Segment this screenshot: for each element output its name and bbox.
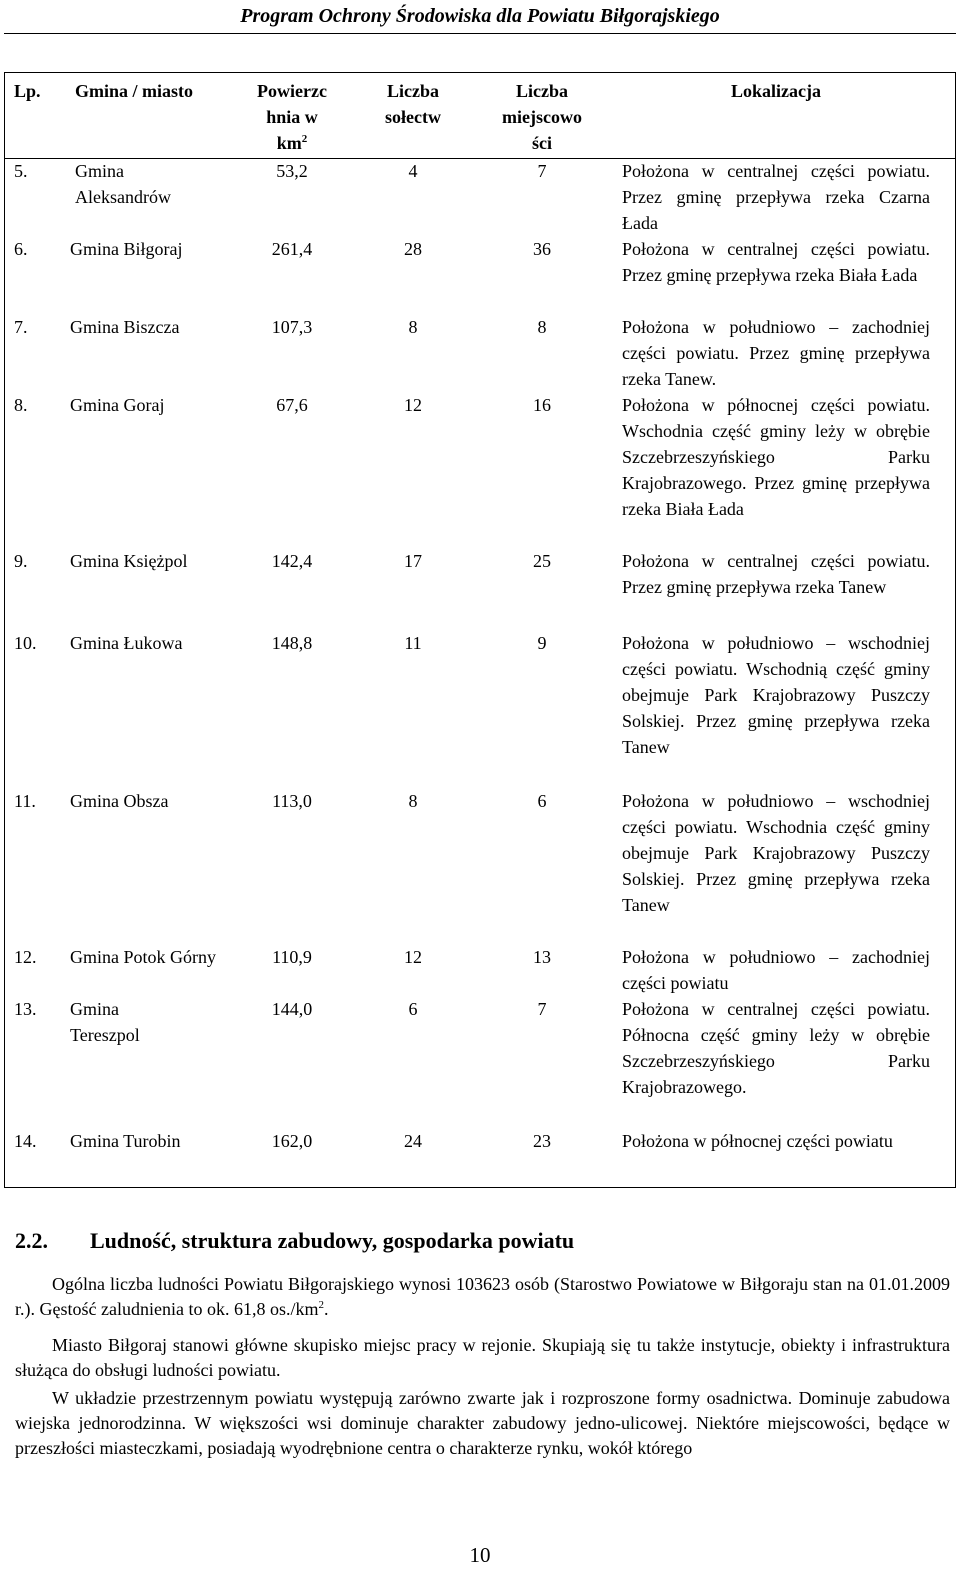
row-lp: 14. <box>14 1131 37 1151</box>
column-header-unit: km <box>276 133 302 153</box>
row-gmina: Gmina Goraj <box>70 395 165 415</box>
column-header-miejscowosci-line3: ści <box>532 133 552 153</box>
row-lokalizacja: Położona w centralnej części powiatu. Przez gminę przepływa rzeka Czarna Łada <box>622 161 930 233</box>
row-lp: 7. <box>14 317 28 337</box>
page-number: 10 <box>469 1543 491 1567</box>
row-solectw: 8 <box>408 791 418 811</box>
column-header-miejscowosci-line1: Liczba <box>516 81 568 101</box>
row-powierzchnia: 148,8 <box>271 633 313 653</box>
row-lokalizacja: Położona w centralnej części powiatu. Przez gminę przepływa rzeka Tanew <box>622 551 930 597</box>
row-lp: 5. <box>14 161 28 181</box>
row-powierzchnia: 110,9 <box>272 947 312 967</box>
section-title: Ludność, struktura zabudowy, gospodarka powiatu <box>90 1228 575 1253</box>
paragraph-population-exponent: 2 <box>318 1299 324 1311</box>
page-header <box>0 0 960 28</box>
column-header-lokalizacja: Lokalizacja <box>731 81 821 101</box>
row-lp: 6. <box>14 239 28 259</box>
row-solectw: 24 <box>404 1131 422 1151</box>
row-solectw: 17 <box>404 551 422 571</box>
row-solectw: 12 <box>404 395 422 415</box>
paragraph-population <box>15 1272 950 1322</box>
column-header-powierzchnia-line1: Powierzc <box>257 81 327 101</box>
row-miejscowosci: 7 <box>537 999 547 1019</box>
row-lokalizacja: Położona w południowo – zachodniej części powiatu <box>622 947 930 993</box>
row-miejscowosci: 23 <box>533 1131 551 1151</box>
column-header-unit-exponent: 2 <box>301 133 308 145</box>
section-heading <box>15 1228 574 1254</box>
row-lokalizacja: Położona w południowo – wschodniej części powiatu. Wschodnią część gminy obejmuje Park Krajobrazowy Puszczy Solskiej. Przez gminę przepływa rzeka Tanew <box>622 633 930 757</box>
row-miejscowosci: 7 <box>537 161 547 181</box>
row-powierzchnia: 113,0 <box>272 791 312 811</box>
row-powierzchnia: 142,4 <box>271 551 313 571</box>
row-solectw: 11 <box>404 633 422 653</box>
row-lokalizacja: Położona w centralnej części powiatu. Północna część gminy leży w obrębie Szczebrzeszyńskiego Parku Krajobrazowego. <box>622 999 930 1097</box>
row-solectw: 12 <box>404 947 422 967</box>
row-powierzchnia: 144,0 <box>271 999 313 1019</box>
row-gmina: Gmina Obsza <box>70 791 169 811</box>
row-gmina: Gmina Aleksandrów <box>75 161 171 207</box>
column-header-miejscowosci <box>492 78 592 156</box>
row-gmina: Gmina Księżpol <box>70 551 188 571</box>
row-miejscowosci: 36 <box>533 239 551 259</box>
column-header-gmina: Gmina / miasto <box>75 81 194 101</box>
column-header-miejscowosci-line2: miejscowo <box>502 107 582 127</box>
row-gmina: Gmina Łukowa <box>70 633 183 653</box>
row-miejscowosci: 9 <box>537 633 547 653</box>
row-lp: 10. <box>14 633 37 653</box>
column-header-powierzchnia-line2: hnia w <box>266 107 318 127</box>
column-header-solectw-line2: sołectw <box>385 107 441 127</box>
column-header-lp: Lp. <box>14 81 41 101</box>
row-lokalizacja: Położona w północnej części powiatu. Wschodnia część gminy leży w obrębie Szczebrzeszyńskiego Parku Krajobrazowego. Przez gminę przepływa rzeka Biała Łada <box>622 395 930 519</box>
section-number: 2.2. <box>15 1228 48 1253</box>
row-miejscowosci: 8 <box>537 317 547 337</box>
row-lp: 8. <box>14 395 28 415</box>
paragraph-bilgoraj: Miasto Biłgoraj stanowi główne skupisko miejsc pracy w rejonie. Skupiają się tu także instytucje, obiekty i infrastruktura służąca do obsługi ludności powiatu. <box>15 1335 950 1380</box>
row-miejscowosci: 13 <box>533 947 551 967</box>
column-header-solectw <box>363 78 463 130</box>
column-header-solectw-line1: Liczba <box>387 81 439 101</box>
row-gmina: Gmina Potok Górny <box>70 947 216 967</box>
row-powierzchnia: 67,6 <box>276 395 308 415</box>
paragraph-population-end: . <box>323 1299 329 1319</box>
header-rule <box>4 33 956 34</box>
row-lp: 12. <box>14 947 37 967</box>
row-miejscowosci: 25 <box>533 551 551 571</box>
row-miejscowosci: 16 <box>533 395 551 415</box>
row-solectw: 6 <box>408 999 418 1019</box>
row-powierzchnia: 261,4 <box>271 239 313 259</box>
row-lokalizacja: Położona w południowo – zachodniej części powiatu. Przez gminę przepływa rzeka Tanew. <box>622 317 930 389</box>
row-lp: 11. <box>14 791 36 811</box>
row-powierzchnia: 53,2 <box>276 161 308 181</box>
row-solectw: 8 <box>408 317 418 337</box>
row-gmina: Gmina Biłgoraj <box>70 239 183 259</box>
paragraph-settlement: W układzie przestrzennym powiatu występują zarówno zwarte jak i rozproszone formy osadnictwa. Dominuje zabudowa wiejska jednorodzinna. W większości wsi dominuje charakter zabudowy jedno-ulicowej. Niektóre miejscowości, będące w przeszłości miasteczkami, posiadają wyodrębnione centra o charakterze rynku, wokół którego <box>15 1388 950 1458</box>
row-gmina: Gmina Tereszpol <box>70 999 140 1045</box>
row-powierzchnia: 162,0 <box>271 1131 313 1151</box>
row-solectw: 4 <box>408 161 418 181</box>
row-gmina: Gmina Biszcza <box>70 317 180 337</box>
column-header-powierzchnia-line3 <box>248 130 336 156</box>
paragraph-population-text: Ogólna liczba ludności Powiatu Biłgorajskiego wynosi 103623 osób (Starostwo Powiatowe w Biłgoraju stan na 01.01.2009 r.). Gęstość zaludnienia to ok. 61,8 os./km <box>15 1274 950 1319</box>
row-miejscowosci: 6 <box>537 791 547 811</box>
column-header-powierzchnia <box>248 78 336 156</box>
row-lokalizacja: Położona w północnej części powiatu <box>622 1131 893 1151</box>
row-powierzchnia: 107,3 <box>271 317 313 337</box>
row-lp: 13. <box>14 999 37 1019</box>
row-lp: 9. <box>14 551 28 571</box>
row-lokalizacja: Położona w południowo – wschodniej części powiatu. Wschodnia część gminy obejmuje Park Krajobrazowy Puszczy Solskiej. Przez gminę przepływa rzeka Tanew <box>622 791 930 915</box>
row-gmina: Gmina Turobin <box>70 1131 181 1151</box>
document-title: Program Ochrony Środowiska dla Powiatu Biłgorajskiego <box>240 5 720 27</box>
row-solectw: 28 <box>404 239 422 259</box>
row-lokalizacja: Położona w centralnej części powiatu. Przez gminę przepływa rzeka Biała Łada <box>622 239 930 285</box>
